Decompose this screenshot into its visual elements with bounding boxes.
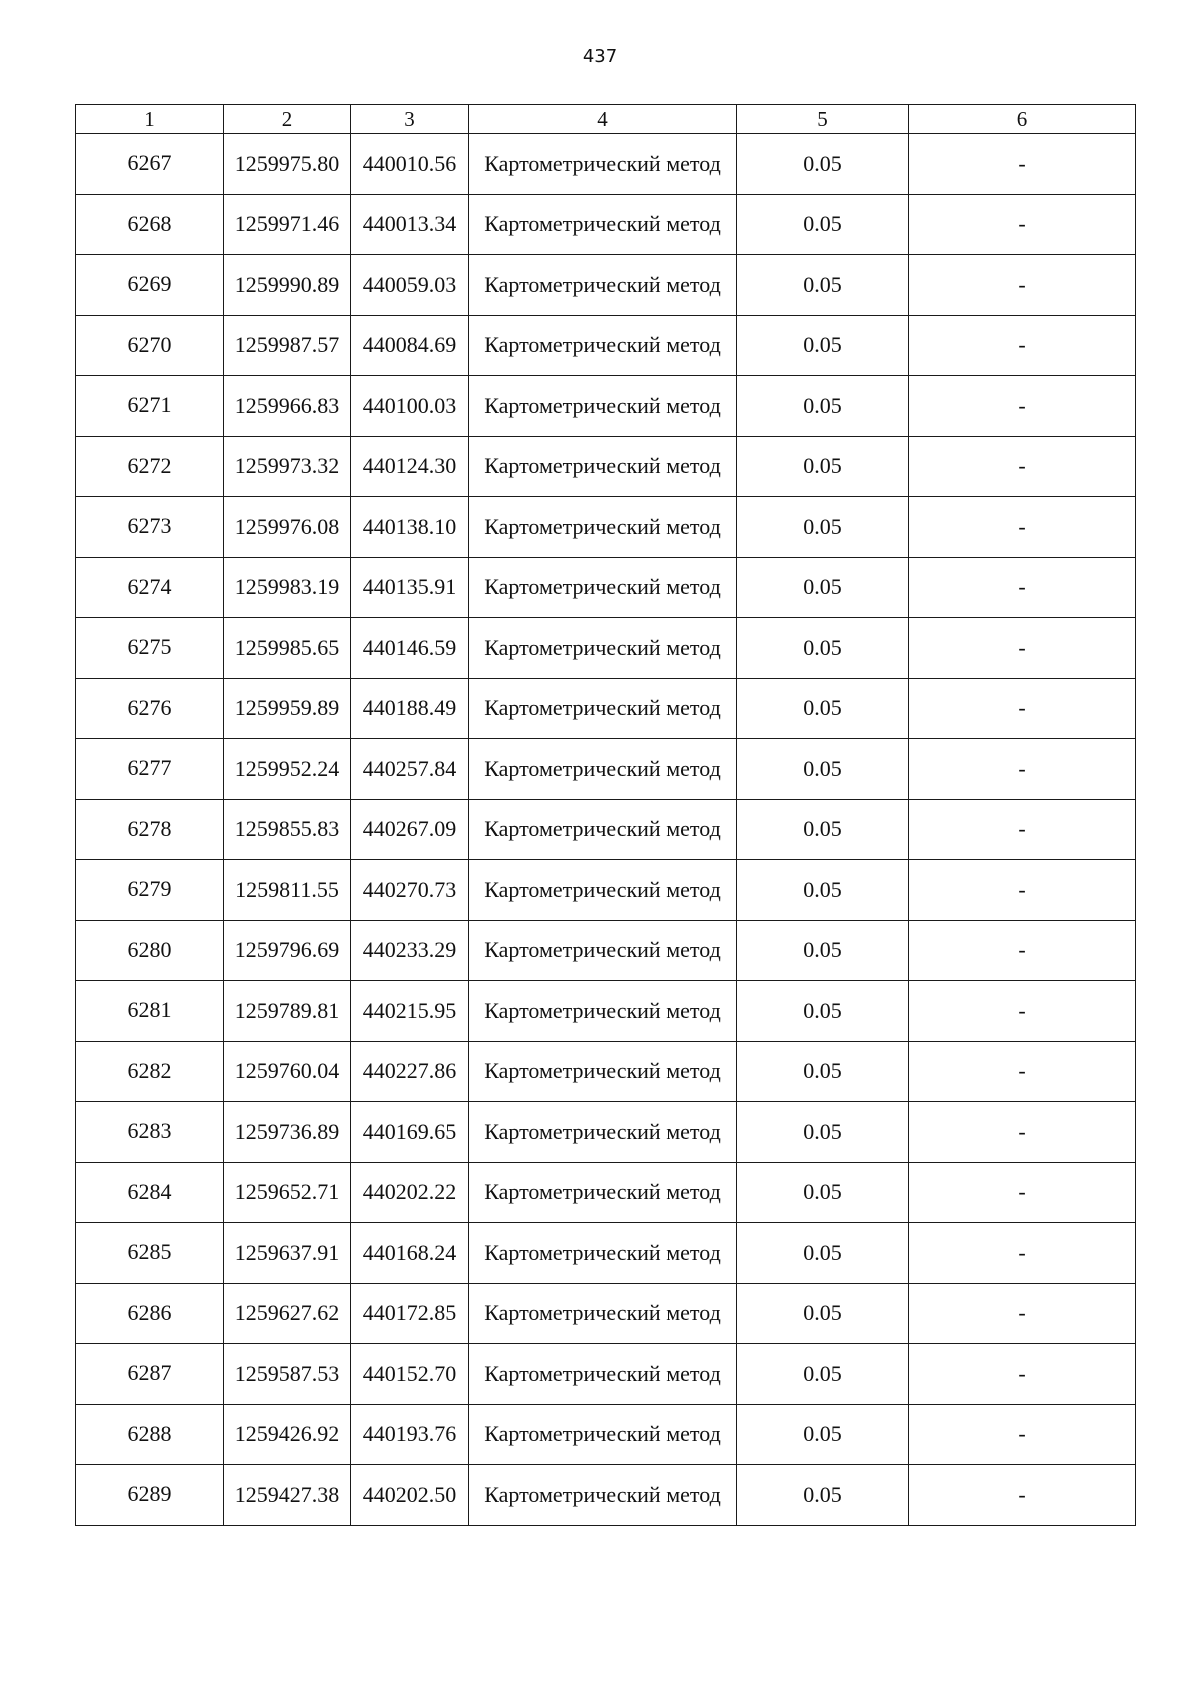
cell-coordinate-x: 1259973.32 [224,436,351,497]
cell-method: Картометрический метод [469,376,737,437]
cell-method: Картометрический метод [469,920,737,981]
cell-note: - [909,1102,1136,1163]
cell-coordinate-y: 440138.10 [351,497,469,558]
cell-accuracy: 0.05 [737,497,909,558]
cell-accuracy: 0.05 [737,678,909,739]
cell-note: - [909,920,1136,981]
cell-point-number: 6284 [76,1162,224,1223]
cell-point-number: 6280 [76,920,224,981]
cell-point-number: 6277 [76,739,224,800]
table-row [76,497,1136,558]
cell-accuracy: 0.05 [737,1041,909,1102]
cell-accuracy: 0.05 [737,1404,909,1465]
cell-coordinate-y: 440188.49 [351,678,469,739]
table-row [76,134,1136,195]
cell-coordinate-x: 1259796.69 [224,920,351,981]
cell-coordinate-x: 1259652.71 [224,1162,351,1223]
cell-method: Картометрический метод [469,981,737,1042]
cell-coordinate-x: 1259627.62 [224,1283,351,1344]
cell-note: - [909,1465,1136,1526]
table-row [76,376,1136,437]
cell-point-number: 6289 [76,1465,224,1526]
cell-note: - [909,194,1136,255]
cell-accuracy: 0.05 [737,134,909,195]
cell-method: Картометрический метод [469,557,737,618]
cell-method: Картометрический метод [469,678,737,739]
cell-accuracy: 0.05 [737,1283,909,1344]
column-header-5: 5 [737,105,909,134]
cell-coordinate-x: 1259983.19 [224,557,351,618]
cell-coordinate-x: 1259975.80 [224,134,351,195]
cell-coordinate-y: 440202.22 [351,1162,469,1223]
cell-point-number: 6270 [76,315,224,376]
cell-coordinate-x: 1259952.24 [224,739,351,800]
table-row [76,1102,1136,1163]
cell-note: - [909,1162,1136,1223]
table-row [76,1283,1136,1344]
cell-coordinate-x: 1259736.89 [224,1102,351,1163]
cell-method: Картометрический метод [469,1102,737,1163]
table-body [76,134,1136,1526]
coordinates-table [75,104,1136,1526]
cell-note: - [909,1404,1136,1465]
table-row [76,194,1136,255]
column-header-6: 6 [909,105,1136,134]
cell-note: - [909,799,1136,860]
cell-coordinate-y: 440013.34 [351,194,469,255]
cell-note: - [909,618,1136,679]
cell-point-number: 6278 [76,799,224,860]
cell-accuracy: 0.05 [737,981,909,1042]
cell-coordinate-y: 440152.70 [351,1344,469,1405]
cell-coordinate-y: 440124.30 [351,436,469,497]
cell-point-number: 6286 [76,1283,224,1344]
cell-point-number: 6268 [76,194,224,255]
cell-note: - [909,739,1136,800]
cell-note: - [909,255,1136,316]
cell-coordinate-y: 440146.59 [351,618,469,679]
table-row [76,920,1136,981]
cell-accuracy: 0.05 [737,799,909,860]
cell-coordinate-y: 440233.29 [351,920,469,981]
cell-point-number: 6273 [76,497,224,558]
cell-method: Картометрический метод [469,1041,737,1102]
cell-coordinate-x: 1259587.53 [224,1344,351,1405]
cell-method: Картометрический метод [469,1283,737,1344]
table-header-row [76,105,1136,134]
table-row [76,1223,1136,1284]
cell-coordinate-y: 440215.95 [351,981,469,1042]
cell-method: Картометрический метод [469,860,737,921]
cell-point-number: 6287 [76,1344,224,1405]
table-row [76,255,1136,316]
cell-coordinate-x: 1259976.08 [224,497,351,558]
cell-coordinate-y: 440193.76 [351,1404,469,1465]
cell-coordinate-y: 440227.86 [351,1041,469,1102]
cell-method: Картометрический метод [469,497,737,558]
cell-coordinate-y: 440135.91 [351,557,469,618]
cell-coordinate-x: 1259789.81 [224,981,351,1042]
cell-accuracy: 0.05 [737,1223,909,1284]
cell-accuracy: 0.05 [737,1162,909,1223]
cell-point-number: 6275 [76,618,224,679]
cell-accuracy: 0.05 [737,1465,909,1526]
cell-coordinate-x: 1259966.83 [224,376,351,437]
cell-method: Картометрический метод [469,315,737,376]
cell-method: Картометрический метод [469,739,737,800]
cell-point-number: 6279 [76,860,224,921]
cell-coordinate-x: 1259987.57 [224,315,351,376]
cell-note: - [909,860,1136,921]
cell-accuracy: 0.05 [737,618,909,679]
cell-coordinate-y: 440267.09 [351,799,469,860]
cell-method: Картометрический метод [469,436,737,497]
cell-note: - [909,1283,1136,1344]
table-row [76,739,1136,800]
cell-coordinate-x: 1259426.92 [224,1404,351,1465]
cell-coordinate-y: 440172.85 [351,1283,469,1344]
table-row [76,1041,1136,1102]
column-header-3: 3 [351,105,469,134]
table-row [76,678,1136,739]
cell-coordinate-y: 440202.50 [351,1465,469,1526]
cell-accuracy: 0.05 [737,315,909,376]
cell-method: Картометрический метод [469,134,737,195]
cell-accuracy: 0.05 [737,1102,909,1163]
cell-note: - [909,315,1136,376]
column-header-2: 2 [224,105,351,134]
cell-note: - [909,134,1136,195]
cell-note: - [909,678,1136,739]
cell-coordinate-y: 440100.03 [351,376,469,437]
cell-note: - [909,497,1136,558]
cell-note: - [909,981,1136,1042]
cell-accuracy: 0.05 [737,920,909,981]
cell-coordinate-x: 1259985.65 [224,618,351,679]
table-row [76,1404,1136,1465]
cell-point-number: 6274 [76,557,224,618]
cell-accuracy: 0.05 [737,194,909,255]
table-row [76,981,1136,1042]
table-row [76,1344,1136,1405]
cell-accuracy: 0.05 [737,739,909,800]
cell-coordinate-x: 1259637.91 [224,1223,351,1284]
cell-note: - [909,1041,1136,1102]
table-row [76,860,1136,921]
cell-method: Картометрический метод [469,1162,737,1223]
cell-coordinate-x: 1259959.89 [224,678,351,739]
cell-point-number: 6276 [76,678,224,739]
cell-coordinate-y: 440257.84 [351,739,469,800]
cell-method: Картометрический метод [469,799,737,860]
cell-coordinate-x: 1259811.55 [224,860,351,921]
cell-note: - [909,557,1136,618]
page-number: 437 [582,46,618,67]
cell-point-number: 6281 [76,981,224,1042]
cell-accuracy: 0.05 [737,255,909,316]
cell-coordinate-y: 440010.56 [351,134,469,195]
cell-method: Картометрический метод [469,255,737,316]
cell-point-number: 6283 [76,1102,224,1163]
cell-note: - [909,436,1136,497]
cell-accuracy: 0.05 [737,557,909,618]
column-header-1: 1 [76,105,224,134]
table-row [76,618,1136,679]
cell-coordinate-y: 440168.24 [351,1223,469,1284]
cell-coordinate-x: 1259971.46 [224,194,351,255]
cell-coordinate-x: 1259760.04 [224,1041,351,1102]
cell-point-number: 6288 [76,1404,224,1465]
cell-note: - [909,376,1136,437]
cell-point-number: 6269 [76,255,224,316]
cell-method: Картометрический метод [469,1465,737,1526]
cell-coordinate-y: 440084.69 [351,315,469,376]
table-row [76,315,1136,376]
cell-coordinate-x: 1259855.83 [224,799,351,860]
cell-coordinate-x: 1259427.38 [224,1465,351,1526]
cell-coordinate-y: 440270.73 [351,860,469,921]
cell-point-number: 6285 [76,1223,224,1284]
cell-note: - [909,1223,1136,1284]
column-header-4: 4 [469,105,737,134]
cell-point-number: 6271 [76,376,224,437]
table-row [76,436,1136,497]
cell-accuracy: 0.05 [737,376,909,437]
cell-point-number: 6282 [76,1041,224,1102]
cell-method: Картометрический метод [469,618,737,679]
cell-method: Картометрический метод [469,1223,737,1284]
table-row [76,557,1136,618]
cell-accuracy: 0.05 [737,436,909,497]
cell-accuracy: 0.05 [737,860,909,921]
cell-coordinate-x: 1259990.89 [224,255,351,316]
cell-point-number: 6272 [76,436,224,497]
table-row [76,1162,1136,1223]
cell-method: Картометрический метод [469,1404,737,1465]
cell-method: Картометрический метод [469,194,737,255]
table-row [76,799,1136,860]
cell-note: - [909,1344,1136,1405]
cell-accuracy: 0.05 [737,1344,909,1405]
table-row [76,1465,1136,1526]
cell-coordinate-y: 440169.65 [351,1102,469,1163]
cell-method: Картометрический метод [469,1344,737,1405]
cell-coordinate-y: 440059.03 [351,255,469,316]
cell-point-number: 6267 [76,134,224,195]
